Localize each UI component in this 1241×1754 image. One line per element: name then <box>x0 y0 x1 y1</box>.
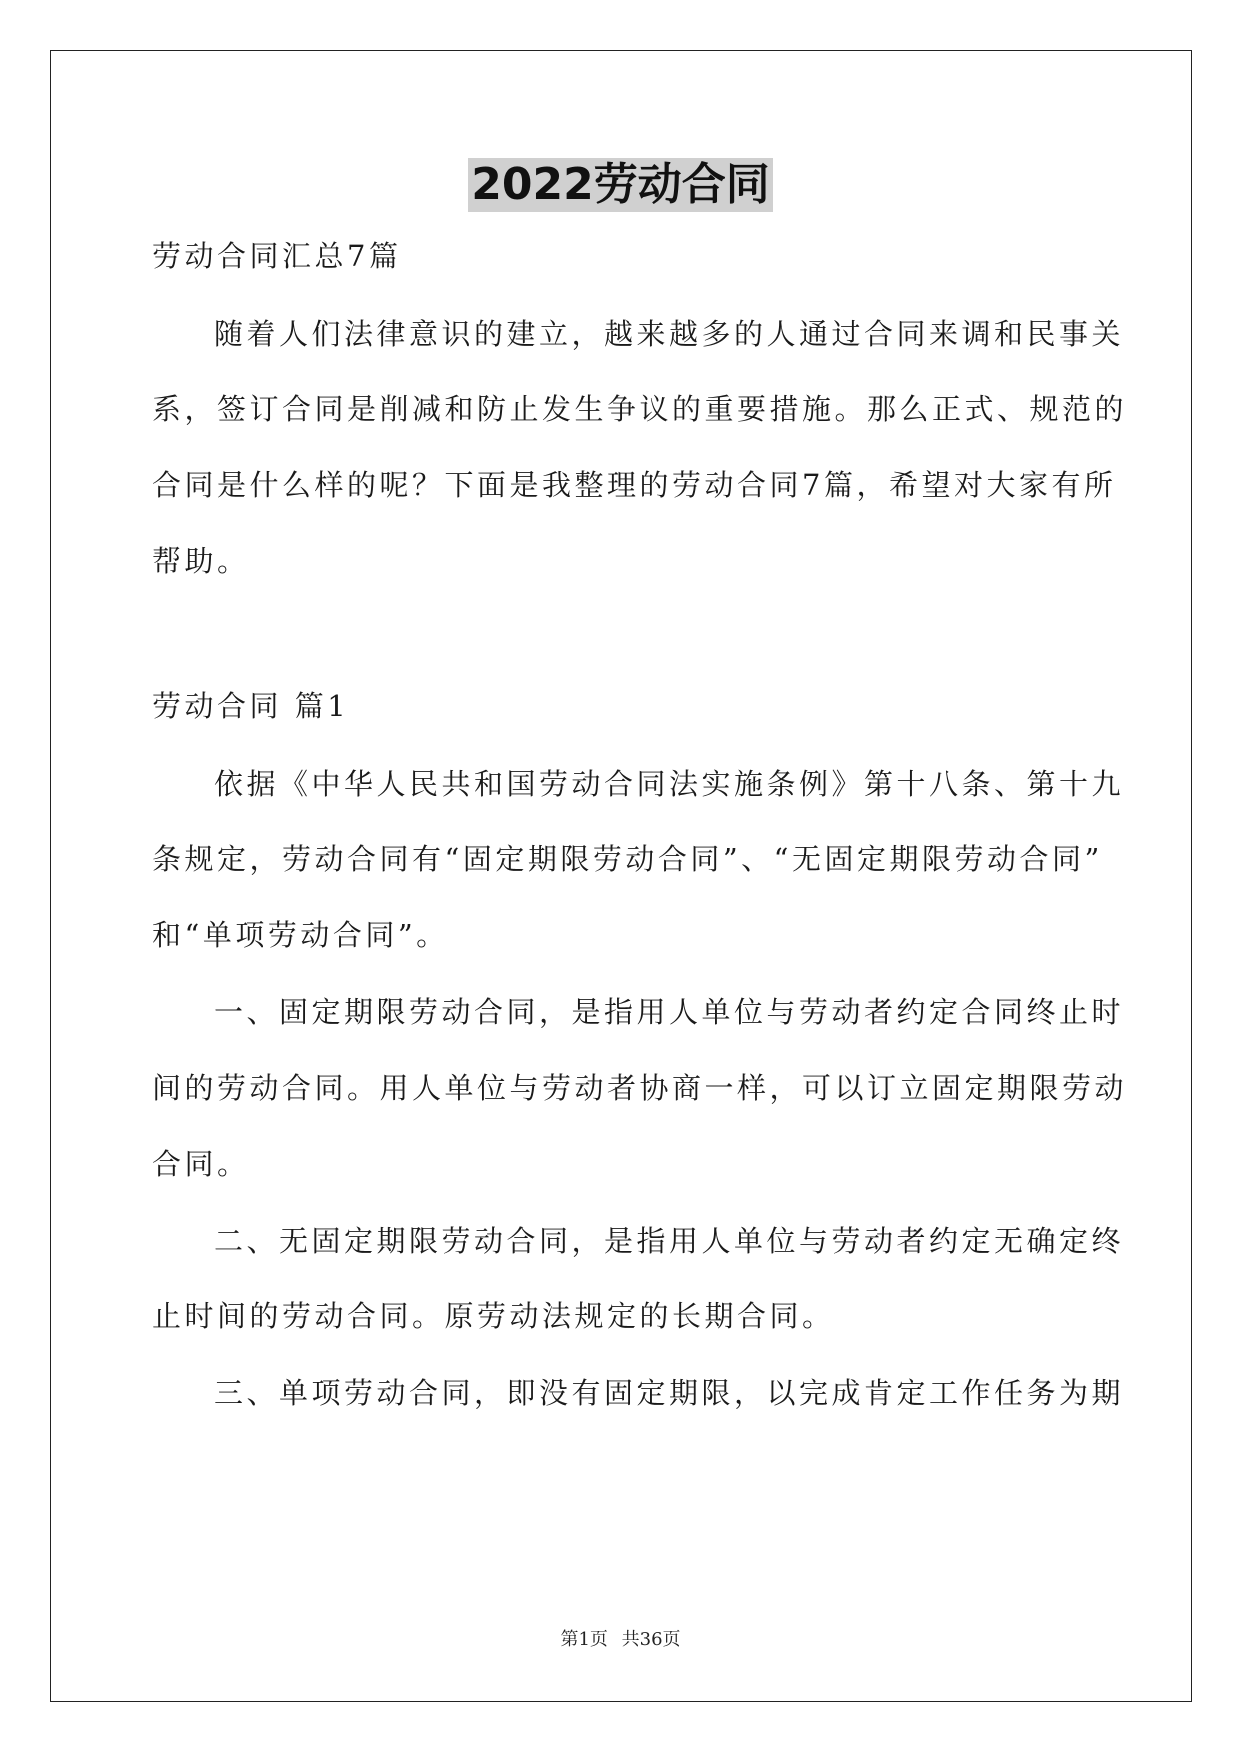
page-footer <box>0 1625 1241 1651</box>
page-total: 共36页 <box>621 1629 681 1650</box>
title-wrap <box>0 158 1241 212</box>
section-heading: 劳动合同 篇1 <box>152 689 350 723</box>
paragraph-line: 三、单项劳动合同，即没有固定期限，以完成肯定工作任务为期 <box>214 1376 1125 1410</box>
paragraph-line: 二、无固定期限劳动合同，是指用人单位与劳动者约定无确定终 <box>214 1224 1125 1258</box>
subtitle-line: 劳动合同汇总7篇 <box>152 239 402 273</box>
paragraph-line: 和“单项劳动合同”。 <box>152 918 449 952</box>
paragraph-line: 帮助。 <box>152 544 250 578</box>
paragraph-line: 条规定，劳动合同有“固定期限劳动合同”、“无固定期限劳动合同” <box>152 842 1103 876</box>
page-current: 第1页 <box>560 1629 608 1650</box>
paragraph-line: 合同。 <box>152 1147 250 1181</box>
paragraph-line: 依据《中华人民共和国劳动合同法实施条例》第十八条、第十九 <box>214 767 1125 801</box>
document-title: 2022劳动合同 <box>468 158 772 212</box>
paragraph-line: 止时间的劳动合同。原劳动法规定的长期合同。 <box>152 1299 835 1333</box>
paragraph-line: 系，签订合同是削减和防止发生争议的重要措施。那么正式、规范的 <box>152 392 1128 426</box>
paragraph-line: 一、固定期限劳动合同，是指用人单位与劳动者约定合同终止时 <box>214 995 1125 1029</box>
paragraph-line: 间的劳动合同。用人单位与劳动者协商一样，可以订立固定期限劳动 <box>152 1071 1128 1105</box>
paragraph-line: 合同是什么样的呢？下面是我整理的劳动合同7篇，希望对大家有所 <box>152 468 1117 502</box>
paragraph-line: 随着人们法律意识的建立，越来越多的人通过合同来调和民事关 <box>214 317 1125 351</box>
